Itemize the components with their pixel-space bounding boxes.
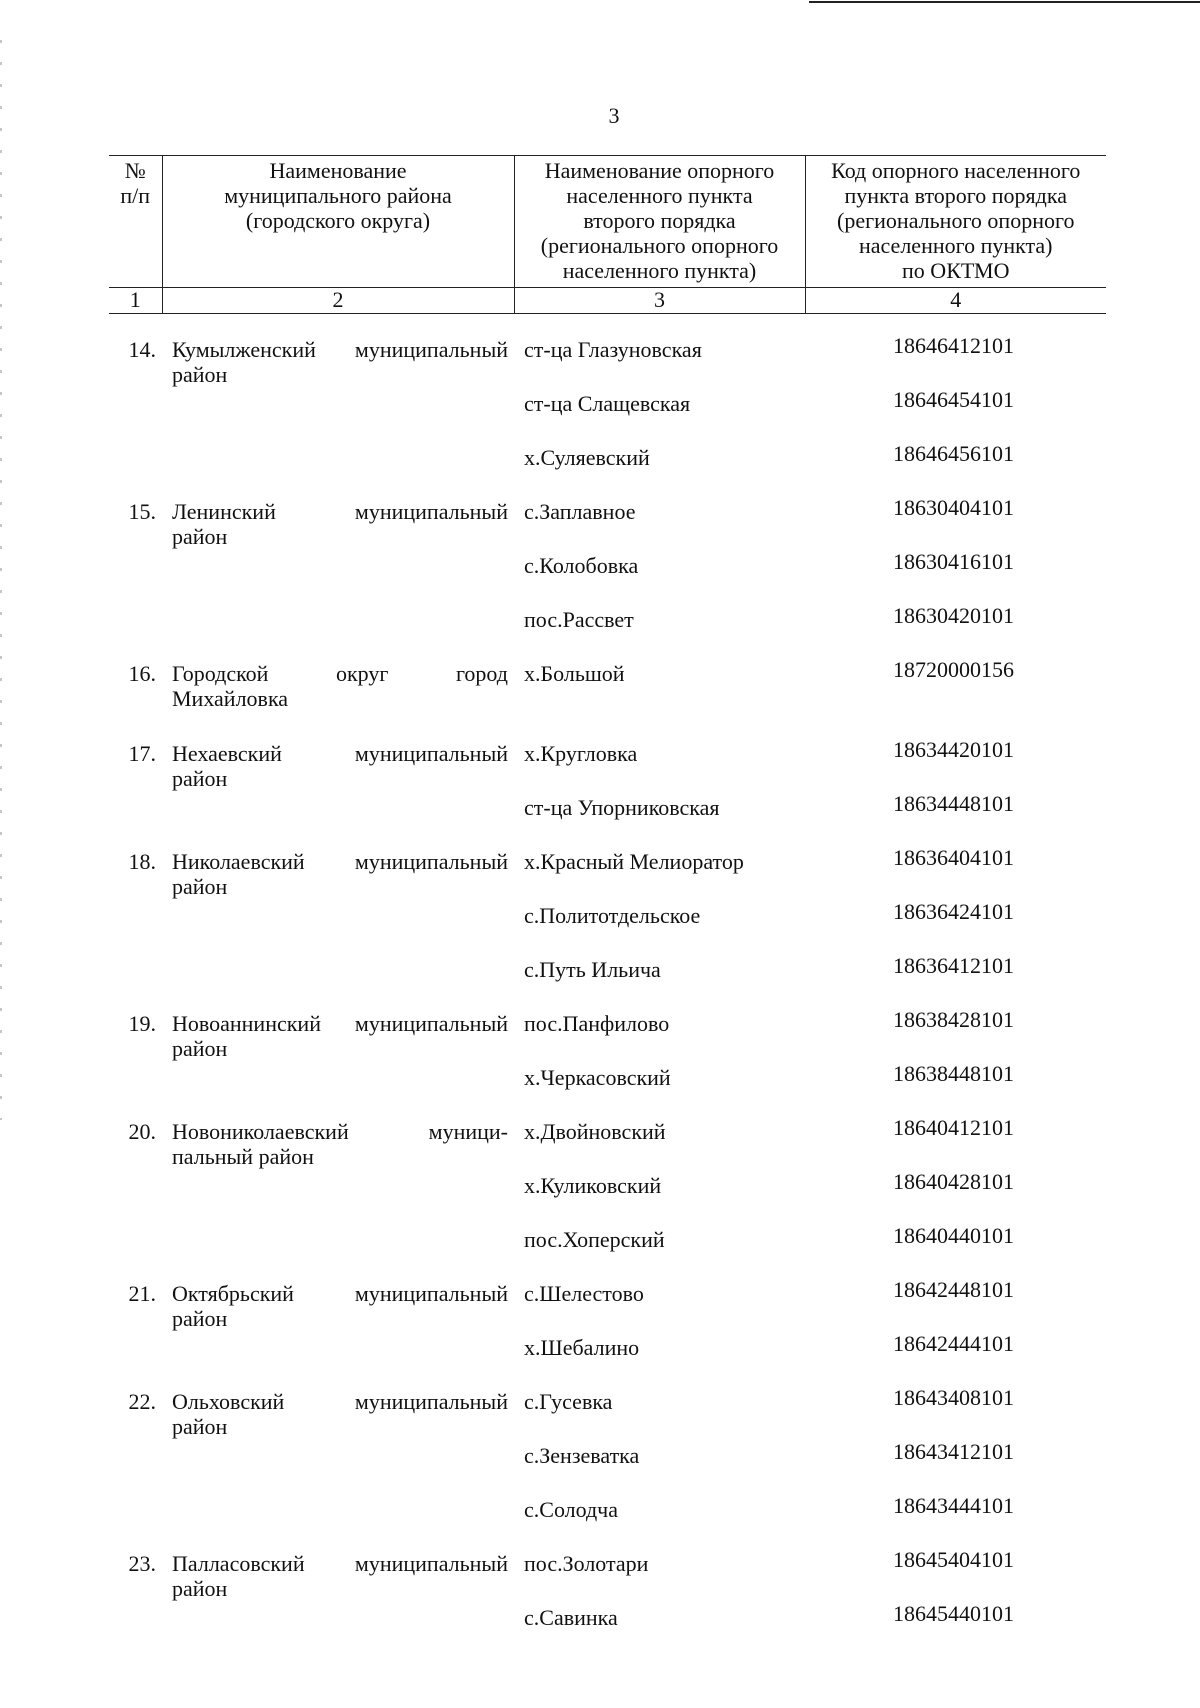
list-item [0,1223,1200,1281]
district-name-line1: Новоаннинский муниципальный [172,1011,508,1036]
settlement-name: х.Красный Мелиоратор [524,849,744,874]
row-number: 16. [128,661,156,686]
district-name-line1: Нехаевский муниципальный [172,741,508,766]
district-name-line2: район [172,362,228,387]
oktmo-code: 18643444101 [893,1493,1014,1518]
list-item [0,495,1200,553]
oktmo-code: 18645404101 [893,1547,1014,1572]
settlement-name: х.Большой [524,661,625,686]
oktmo-code: 18646412101 [893,333,1014,358]
settlement-list [0,1277,1200,1389]
oktmo-code: 18638448101 [893,1061,1014,1086]
list-item [0,441,1200,499]
district-name-line2: район [172,874,228,899]
header-num-4: 4 [805,288,1106,314]
settlement-list [0,1547,1200,1659]
list-item [0,953,1200,1011]
list-item [0,1601,1200,1659]
settlement-name: х.Двойновский [524,1119,666,1144]
settlement-name: с.Солодча [524,1497,619,1522]
district-name-line2: район [172,766,228,791]
list-item [0,1331,1200,1389]
oktmo-code: 18630416101 [893,549,1014,574]
district-name-line2: район [172,1306,228,1331]
oktmo-code: 18645440101 [893,1601,1014,1626]
settlement-list [0,1385,1200,1551]
settlement-name: с.Зензеватка [524,1443,640,1468]
table-row [0,1277,1200,1389]
oktmo-code: 18642448101 [893,1277,1014,1302]
table-row [0,845,1200,1011]
settlement-name: х.Кругловка [524,741,638,766]
settlement-list [0,495,1200,661]
settlement-name: ст-ца Упорниковская [524,795,720,820]
district-name-line1: Городской округ город [172,661,508,686]
settlement-list [0,1007,1200,1119]
district-name-line1: Николаевский муниципальный [172,849,508,874]
district-name-line2: район [172,1036,228,1061]
district-name-line2: район [172,1576,228,1601]
settlement-name: пос.Золотари [524,1551,649,1576]
settlement-name: с.Путь Ильича [524,957,661,982]
oktmo-code: 18643412101 [893,1439,1014,1464]
table-row [0,1547,1200,1659]
table-row [0,1385,1200,1551]
settlement-name: ст-ца Слащевская [524,391,691,416]
oktmo-code: 18636412101 [893,953,1014,978]
list-item [0,1115,1200,1173]
settlement-name: х.Суляевский [524,445,650,470]
page-number: 3 [608,103,620,128]
list-item [0,1277,1200,1335]
list-item [0,1385,1200,1443]
settlement-name: с.Савинка [524,1605,618,1630]
oktmo-code: 18640412101 [893,1115,1014,1140]
oktmo-code: 18640440101 [893,1223,1014,1248]
row-number: 17. [128,741,156,766]
header-num-1: 1 [109,288,162,314]
list-item [0,1547,1200,1605]
settlement-list [0,1115,1200,1281]
settlement-list [0,333,1200,499]
district-name-line1: Кумылженский муниципальный [172,337,508,362]
row-number: 15. [128,499,156,524]
settlement-name: пос.Рассвет [524,607,634,632]
row-number: 22. [128,1389,156,1414]
header-num-3: 3 [514,288,805,314]
settlement-name: с.Шелестово [524,1281,644,1306]
row-number: 19. [128,1011,156,1036]
header-col-settlement: Наименование опорного населенного пункта второго порядка (регионального опорного населенного пункта) [514,156,805,288]
header-col-code: Код опорного населенного пункта второго порядка (регионального опорного населенного пункта) по ОКТМО [805,156,1106,288]
header-num-2: 2 [162,288,514,314]
oktmo-code: 18646454101 [893,387,1014,412]
oktmo-code: 18630404101 [893,495,1014,520]
table-header [109,155,1106,314]
table-row [0,657,1200,741]
oktmo-code: 18636404101 [893,845,1014,870]
district-name-line2: пальный район [172,1144,314,1169]
table-row [0,737,1200,849]
list-item [0,1493,1200,1551]
header-col-district: Наименование муниципального района (городского округа) [162,156,514,288]
settlement-list [0,845,1200,1011]
oktmo-code: 18634448101 [893,791,1014,816]
settlement-list [0,657,1200,741]
oktmo-code: 18640428101 [893,1169,1014,1194]
row-number: 14. [128,337,156,362]
oktmo-code: 18634420101 [893,737,1014,762]
table-body [0,333,1200,1659]
list-item [0,1061,1200,1119]
settlement-list [0,737,1200,849]
settlement-name: пос.Хоперский [524,1227,665,1252]
list-item [0,791,1200,849]
settlement-name: пос.Панфилово [524,1011,670,1036]
settlement-name: х.Куликовский [524,1173,662,1198]
settlement-name: с.Политотдельское [524,903,701,928]
district-name-line2: район [172,1414,228,1439]
list-item [0,657,1200,741]
list-item [0,1169,1200,1227]
list-item [0,899,1200,957]
district-name-line1: Ольховский муниципальный [172,1389,508,1414]
district-name-line2: Михайловка [172,686,289,711]
oktmo-code: 18630420101 [893,603,1014,628]
list-item [0,333,1200,391]
oktmo-code: 18636424101 [893,899,1014,924]
district-name-line1: Палласовский муниципальный [172,1551,508,1576]
list-item [0,1439,1200,1497]
oktmo-code: 18638428101 [893,1007,1014,1032]
settlement-name: с.Гусевка [524,1389,613,1414]
row-number: 23. [128,1551,156,1576]
table-row [0,495,1200,661]
oktmo-code: 18720000156 [893,657,1014,682]
list-item [0,737,1200,795]
oktmo-code: 18642444101 [893,1331,1014,1356]
row-number: 20. [128,1119,156,1144]
row-number: 21. [128,1281,156,1306]
settlement-name: с.Заплавное [524,499,636,524]
list-item [0,603,1200,661]
settlement-name: х.Черкасовский [524,1065,671,1090]
table-row [0,1007,1200,1119]
list-item [0,387,1200,445]
district-name-line1: Ленинский муниципальный [172,499,508,524]
header-col-number: № п/п [109,156,162,288]
row-number: 18. [128,849,156,874]
district-name-line1: Октябрьский муниципальный [172,1281,508,1306]
list-item [0,845,1200,903]
table-row [0,1115,1200,1281]
table-row [0,333,1200,499]
list-item [0,1007,1200,1065]
district-name-line1: Новониколаевский муници- [172,1119,508,1144]
district-name-line2: район [172,524,228,549]
oktmo-code: 18646456101 [893,441,1014,466]
list-item [0,549,1200,607]
settlement-name: с.Колобовка [524,553,639,578]
top-rule [809,1,1200,3]
settlement-name: х.Шебалино [524,1335,640,1360]
settlement-name: ст-ца Глазуновская [524,337,702,362]
oktmo-code: 18643408101 [893,1385,1014,1410]
